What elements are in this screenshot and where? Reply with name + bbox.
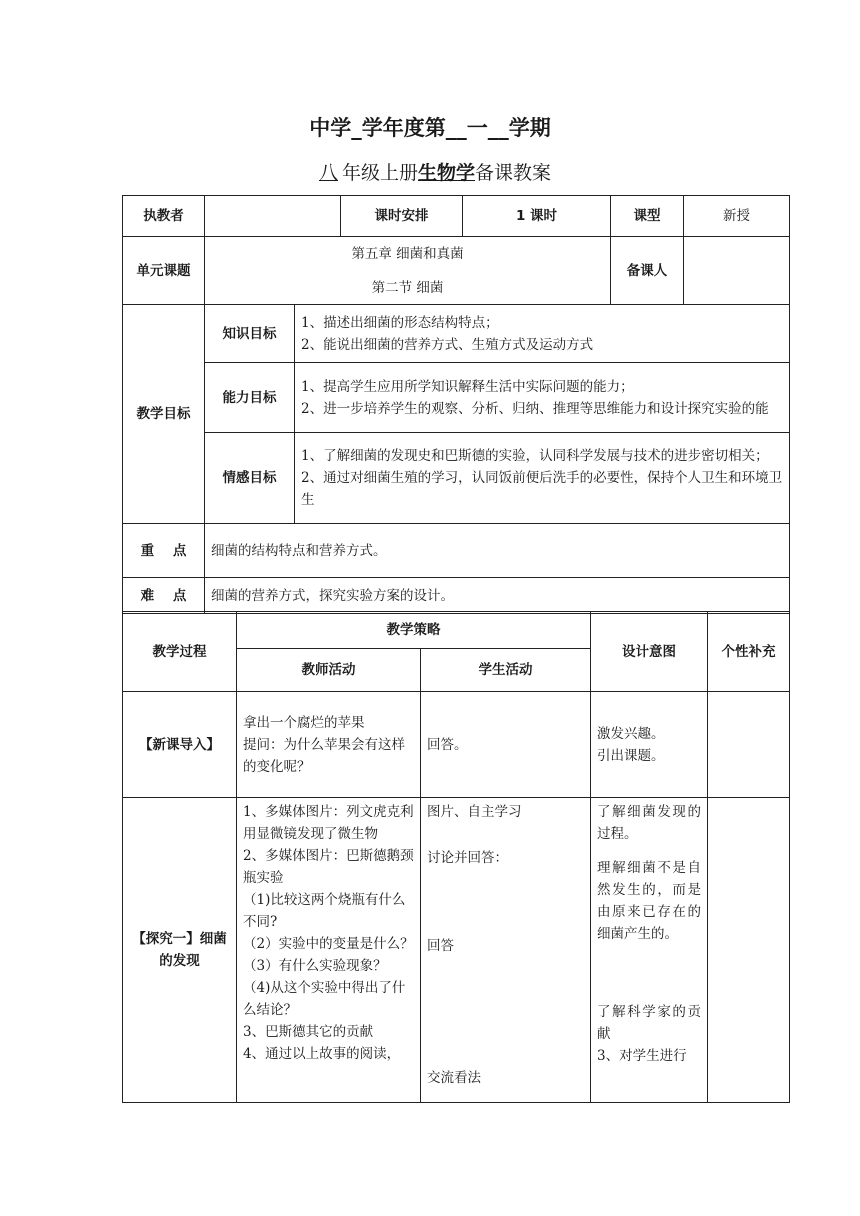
- explore-intent-line: 3、对学生进行: [597, 1048, 687, 1064]
- objectives-label: 教学目标: [123, 305, 205, 524]
- intro-design-intent: [591, 692, 708, 798]
- preparer-value: [684, 237, 790, 305]
- emotion-objectives: [295, 433, 790, 524]
- knowledge-item: 2、能说出细菌的营养方式、生殖方式及运动方式: [301, 336, 594, 353]
- emotion-item: 1、了解细菌的发现史和巴斯德的实验，认同科学发展与技术的进步密切相关；: [301, 448, 769, 464]
- explore-teacher-activity: [237, 798, 421, 1103]
- explore-intent-line: 了解细菌发现的过程。: [597, 804, 701, 842]
- intro-teacher-line: 拿出一个腐烂的苹果: [243, 714, 365, 731]
- explore-student-line: 讨论并回答：: [427, 850, 508, 866]
- unit-chapter: 第五章 细菌和真菌: [351, 245, 464, 262]
- subtitle-end: 备课教案: [475, 162, 552, 184]
- knowledge-item: 1、描述出细菌的形态结构特点；: [301, 314, 499, 331]
- ability-item: 1、提高学生应用所学知识解释生活中实际问题的能力；: [301, 378, 634, 395]
- intro-intent-line: 引出课题。: [597, 747, 665, 764]
- intro-teacher-activity: [237, 692, 421, 798]
- explore-student-line: 回答: [427, 938, 454, 954]
- explore-teacher-line: （2）实验中的变量是什么？: [243, 936, 414, 952]
- explore-teacher-line: 1、多媒体图片：列文虎克利用显微镜发现了微生物: [243, 804, 414, 842]
- key-point-value: 细菌的结构特点和营养方式。: [205, 524, 790, 578]
- intro-student-activity: 回答。: [421, 692, 591, 798]
- stage-explore-one: 【探究一】细菌的发现: [123, 798, 237, 1103]
- key-point-label: 重 点: [123, 524, 205, 578]
- knowledge-label: 知识目标: [205, 305, 295, 363]
- subtitle-mid: 年级上册: [341, 162, 418, 184]
- lesson-info-table: [122, 195, 790, 614]
- grade-value: 八: [318, 162, 338, 184]
- unit-topic: [205, 237, 611, 305]
- type-label: 课型: [611, 196, 684, 237]
- intent-header: 设计意图: [591, 612, 708, 692]
- unit-section: 第二节 细菌: [371, 279, 444, 296]
- intro-extra: [708, 692, 790, 798]
- schedule-value: 1 课时: [463, 196, 611, 237]
- explore-teacher-line: 3、巴斯德其它的贡献: [243, 1024, 374, 1040]
- explore-design-intent: [591, 798, 708, 1103]
- ability-item: 2、进一步培养学生的观察、分析、归纳、推理等思维能力和设计探究实验的能: [301, 400, 769, 417]
- document-subtitle: [0, 158, 860, 185]
- difficulty-value: 细菌的营养方式，探究实验方案的设计。: [205, 578, 790, 614]
- knowledge-objectives: [295, 305, 790, 363]
- ability-objectives: [295, 363, 790, 433]
- explore-intent-line: 理解细菌不是自然发生的，而是由原来已存在的细菌产生的。: [597, 860, 701, 942]
- subject-name: 生物学: [418, 162, 476, 184]
- explore-student-activity: [421, 798, 591, 1103]
- explore-student-line: 交流看法: [427, 1070, 481, 1086]
- teacher-label: 执教者: [123, 196, 205, 237]
- student-activity-header: 学生活动: [421, 649, 591, 692]
- emotion-item: 2、通过对细菌生殖的学习，认同饭前便后洗手的必要性，保持个人卫生和环境卫生: [301, 470, 783, 508]
- explore-intent-line: 了解科学家的贡献: [597, 1004, 701, 1042]
- type-value: 新授: [684, 196, 790, 237]
- explore-teacher-line: 4、通过以上故事的阅读，: [243, 1046, 401, 1062]
- explore-extra: [708, 798, 790, 1103]
- intro-teacher-line: 提问：为什么苹果会有这样的变化呢？: [243, 736, 405, 775]
- process-label: 教学过程: [123, 612, 237, 692]
- intro-intent-line: 激发兴趣。: [597, 725, 665, 742]
- ability-label: 能力目标: [205, 363, 295, 433]
- stage-intro: 【新课导入】: [123, 692, 237, 798]
- difficulty-label: 难 点: [123, 578, 205, 614]
- extra-header: 个性补充: [708, 612, 790, 692]
- unit-label: 单元课题: [123, 237, 205, 305]
- teacher-value: [205, 196, 341, 237]
- explore-teacher-line: （3）有什么实验现象？: [243, 958, 387, 974]
- teaching-process-table: [122, 611, 790, 1103]
- explore-teacher-line: （1)比较这两个烧瓶有什么不同?: [243, 892, 406, 930]
- strategy-label: 教学策略: [237, 612, 591, 649]
- explore-student-line: 图片、自主学习: [427, 804, 522, 820]
- document-title: 中学_学年度第__一__学期: [309, 116, 551, 140]
- explore-teacher-line: （4)从这个实验中得出了什么结论？: [243, 980, 406, 1018]
- teacher-activity-header: 教师活动: [237, 649, 421, 692]
- explore-teacher-line: 2、多媒体图片：巴斯德鹅颈瓶实验: [243, 848, 414, 886]
- preparer-label: 备课人: [611, 237, 684, 305]
- schedule-label: 课时安排: [341, 196, 463, 237]
- emotion-label: 情感目标: [205, 433, 295, 524]
